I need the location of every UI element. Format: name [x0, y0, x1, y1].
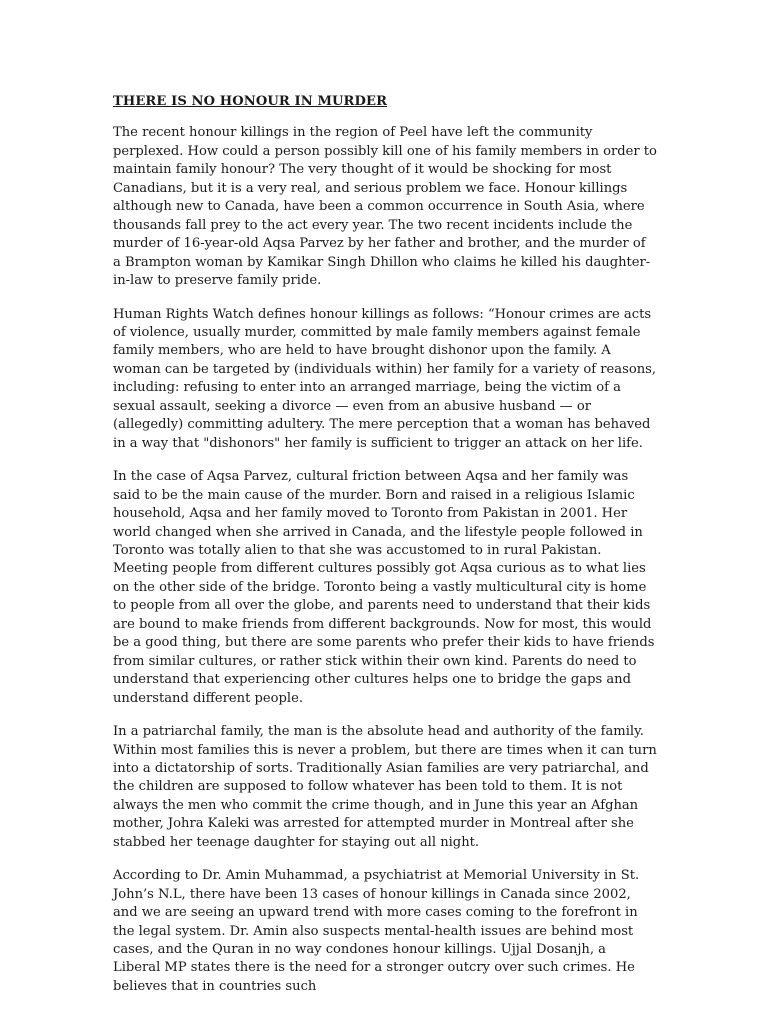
- paragraph-3: In the case of Aqsa Parvez, cultural friction between Aqsa and her family was said to be the main cause of the murder. Born and raised in a religious Islamic household, Aqsa and her family moved to Toronto from Pakistan in 2001. Her world changed when she arrived in Canada, and the lifestyle people followed in Toronto was totally alien to that she was accustomed to in rural Pakistan. Meeting people from different cultures possibly got Aqsa curious as to what lies on the other side of the bridge. Toronto being a vastly multicultural city is home to people from all over the globe, and parents need to understand that their kids are bound to make friends from different backgrounds. Now for most, this would be a good thing, but there are some parents who prefer their kids to have friends from similar cultures, or rather stick within their own kind. Parents do need to understand that experiencing other cultures helps one to bridge the gaps and understand different people.: [113, 469, 655, 706]
- paragraph-1: The recent honour killings in the region of Peel have left the community perplexed. How could a person possibly kill one of his family members in order to maintain family honour? The very thought of it would be shocking for most Canadians, but it is a very real, and serious problem we face. Honour killings although new to Canada, have been a common occurrence in South Asia, where thousands fall prey to the act every year. The two recent incidents include the murder of 16-year-old Aqsa Parvez by her father and brother, and the murder of a Brampton woman by Kamikar Singh Dhillon who claims he killed his daughter-in-law to preserve family pride.: [113, 125, 657, 289]
- document-title: THERE IS NO HONOUR IN MURDER: [113, 94, 388, 109]
- document-page: [113, 93, 657, 1011]
- paragraph-4: In a patriarchal family, the man is the absolute head and authority of the family. Within most families this is never a problem, but there are times when it can turn into a dictatorship of sorts. Traditionally Asian families are very patriarchal, and the children are supposed to follow whatever has been told to them. It is not always the men who commit the crime though, and in June this year an Afghan mother, Johra Kaleki was arrested for attempted murder in Montreal after she stabbed her teenage daughter for staying out all night.: [113, 724, 657, 850]
- paragraph-5: According to Dr. Amin Muhammad, a psychiatrist at Memorial University in St. John’s N.L, there have been 13 cases of honour killings in Canada since 2002, and we are seeing an upward trend with more cases coming to the forefront in the legal system. Dr. Amin also suspects mental-health issues are behind most cases, and the Quran in no way condones honour killings. Ujjal Dosanjh, a Liberal MP states there is the need for a stronger outcry over such crimes. He believes that in countries such: [113, 868, 640, 994]
- paragraph-2: Human Rights Watch defines honour killings as follows: “Honour crimes are acts of violence, usually murder, committed by male family members against female family members, who are held to have brought dishonor upon the family. A woman can be targeted by (individuals within) her family for a variety of reasons, including: refusing to enter into an arranged marriage, being the victim of a sexual assault, seeking a divorce — even from an abusive husband — or (allegedly) committing adultery. The mere perception that a woman has behaved in a way that "dishonors" her family is sufficient to trigger an attack on her life.: [113, 306, 657, 451]
